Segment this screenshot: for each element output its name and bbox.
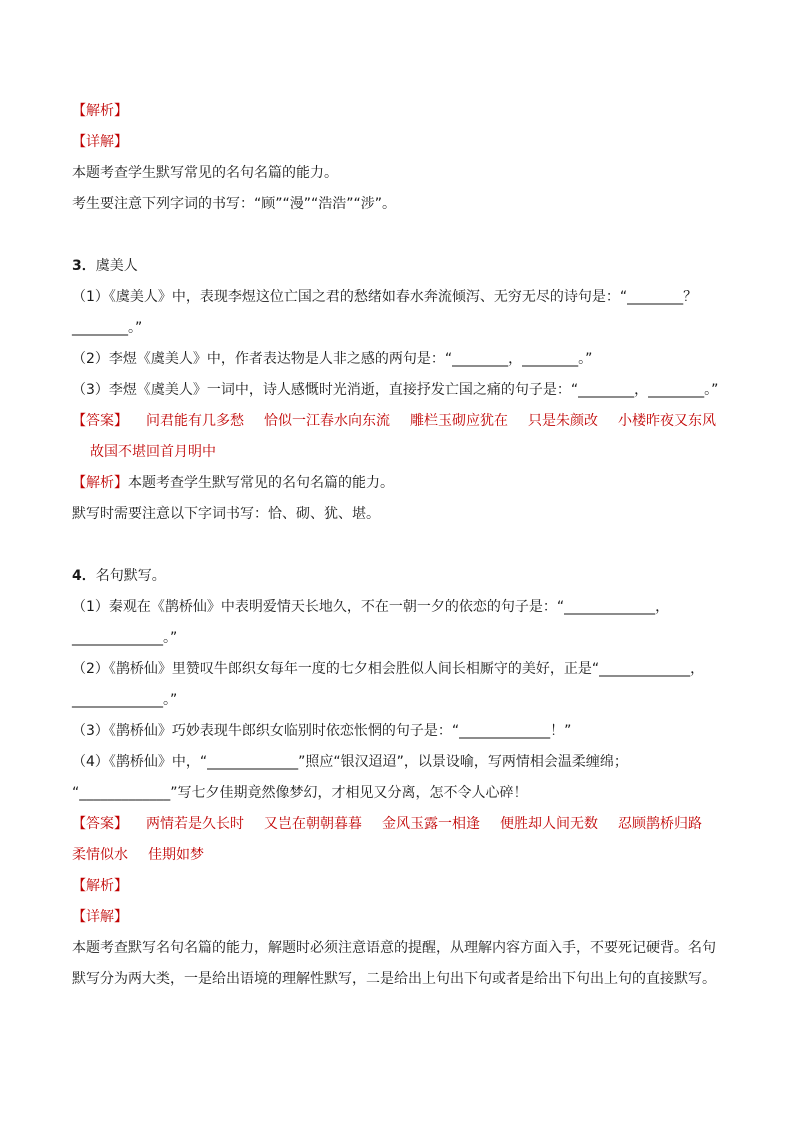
answer-item: 恰似一江春水向东流	[264, 413, 390, 429]
paragraph: 默写分为两大类，一是给出语境的理解性默写，二是给出上句出下句或者是给出下句出上句的直接默写。	[72, 971, 716, 987]
spacer	[72, 530, 722, 561]
answer-item: 便胜却人间无数	[500, 816, 598, 832]
answer-line-cont	[72, 437, 722, 468]
answer-item: 小楼昨夜又东风	[618, 413, 716, 429]
question-title: 虞美人	[95, 258, 138, 274]
question-item: （3）《鹊桥仙》巧妙表现牛郎织女临别时依恋怅惘的句子是：“_____________！”	[72, 723, 572, 739]
paragraph: 本题考查默写名句名篇的能力，解题时必须注意语意的提醒，从理解内容方面入手，不要死记硬背。名句	[72, 940, 716, 956]
answer-line	[72, 406, 722, 437]
analysis-text: 本题考查学生默写常见的名句名篇的能力。	[128, 475, 394, 491]
answer-item: 两情若是久长时	[146, 816, 244, 832]
spacer	[72, 220, 722, 251]
paragraph: 本题考查学生默写常见的名句名篇的能力。	[72, 165, 338, 181]
answer-item: 雕栏玉砌应犹在	[410, 413, 508, 429]
answer-item: 忍顾鹊桥归路	[618, 816, 702, 832]
analysis-tag: 【解析】	[72, 878, 128, 894]
answer-tag: 【答案】	[72, 413, 128, 429]
question-item: （2）《鹊桥仙》里赞叹牛郎织女每年一度的七夕相会胜似人间长相厮守的美好，正是“_____________，	[72, 661, 705, 677]
answer-item: 故国不堪回首月明中	[90, 444, 216, 460]
answer-item: 只是朱颜改	[528, 413, 598, 429]
question-item: （2）李煜《虞美人》中，作者表达物是人非之感的两句是：“________，________。”	[72, 351, 593, 367]
detail-tag: 【详解】	[72, 134, 128, 150]
answer-list	[146, 816, 722, 832]
question-item-cont: _____________。”	[72, 630, 178, 646]
question-title: 名句默写。	[95, 568, 166, 584]
question-3-heading	[72, 251, 722, 282]
question-item-cont: “_____________”写七夕佳期竟然像梦幻，才相见又分离，怎不令人心碎！	[72, 785, 528, 801]
question-item: （3）李煜《虞美人》一词中，诗人感慨时光消逝，直接抒发亡国之痛的句子是：“________，________。”	[72, 382, 719, 398]
paragraph: 考生要注意下列字词的书写：“顾”“漫”“浩浩”“涉”。	[72, 196, 397, 212]
question-item: （1）《虞美人》中，表现李煜这位亡国之君的愁绪如春水奔流倾泻、无穷无尽的诗句是：“________？	[72, 289, 698, 305]
answer-item: 佳期如梦	[148, 847, 204, 863]
question-item-cont: ________。”	[72, 320, 143, 336]
analysis-line	[72, 468, 722, 499]
question-item: （1）秦观在《鹊桥仙》中表明爱情天长地久，不在一朝一夕的依恋的句子是：“_____________，	[72, 599, 670, 615]
question-item-cont: _____________。”	[72, 692, 178, 708]
question-number: 3．	[72, 258, 96, 274]
paragraph: 默写时需要注意以下字词书写：恰、砌、犹、堪。	[72, 506, 380, 522]
answer-item: 又岂在朝朝暮暮	[264, 816, 362, 832]
answer-item: 柔情似水	[72, 847, 128, 863]
question-4-heading	[72, 561, 722, 592]
answer-tag: 【答案】	[72, 816, 128, 832]
question-number: 4．	[72, 568, 96, 584]
analysis-tag: 【解析】	[72, 103, 128, 119]
answer-list	[146, 413, 736, 429]
answer-item: 金风玉露一相逢	[382, 816, 480, 832]
document-content	[72, 96, 722, 995]
answer-line-cont	[72, 840, 722, 871]
answer-line	[72, 809, 722, 840]
answer-item: 问君能有几多愁	[146, 413, 244, 429]
detail-tag: 【详解】	[72, 909, 128, 925]
analysis-tag: 【解析】	[72, 475, 128, 491]
question-item: （4）《鹊桥仙》中，“_____________”照应“银汉迢迢”，以景设喻，写两情相会温柔缠绵；	[72, 754, 628, 770]
